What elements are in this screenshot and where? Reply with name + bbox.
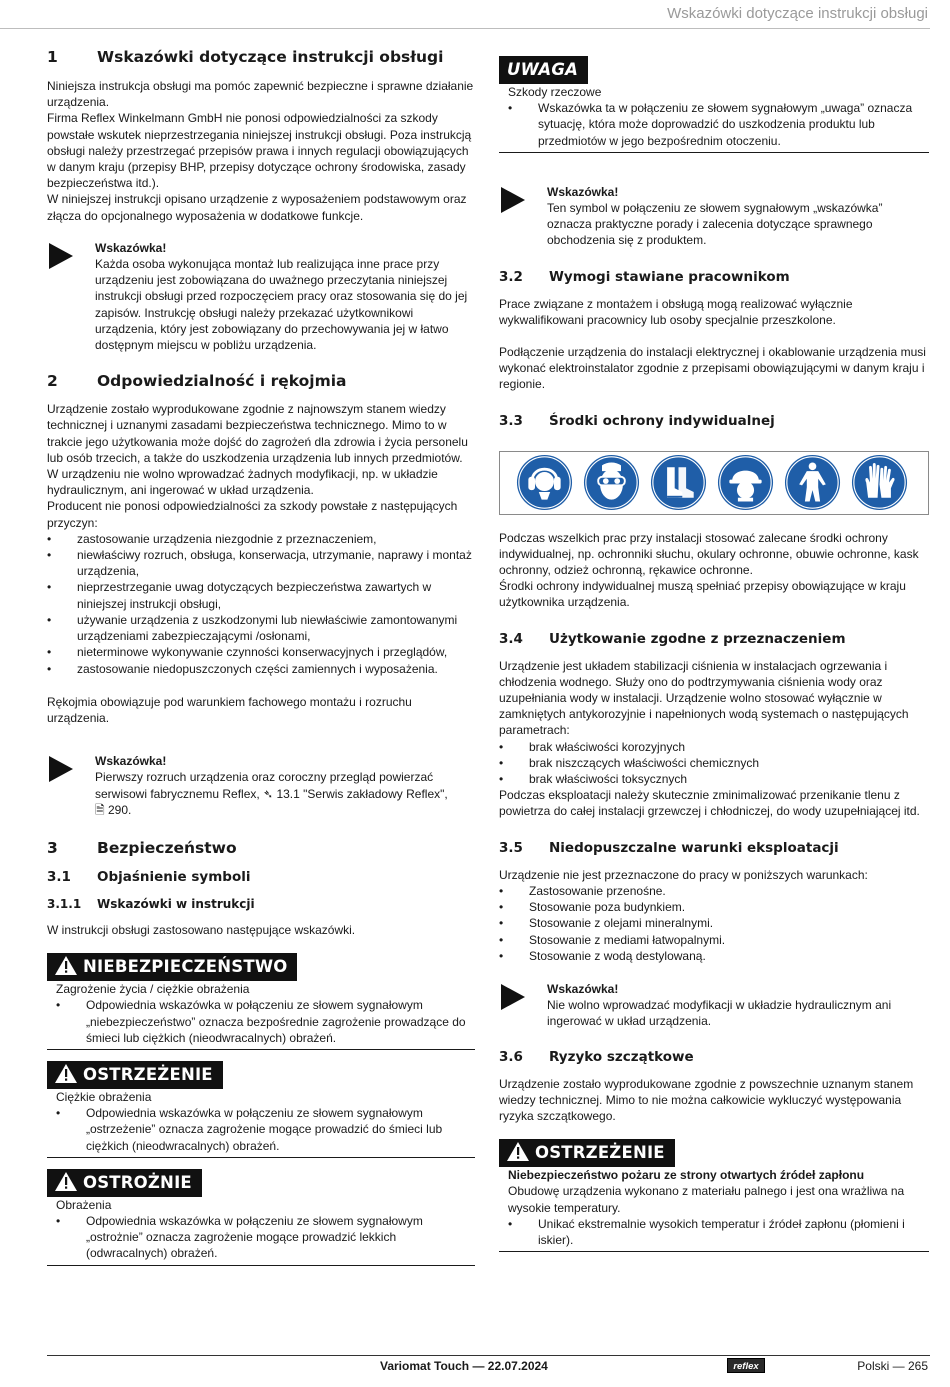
section-title: Niedopuszczalne warunki eksploatacji (549, 839, 839, 856)
footer-divider (47, 1355, 930, 1356)
list-item: • Odpowiednia wskazówka w połączeniu ze słowem sygnałowym „ostrożnie” oznacza zagrożenie mogące prowadzić lekkich (odwracalnych) obrażeń. (56, 1213, 475, 1262)
caution-notice (47, 1169, 475, 1266)
paragraph: W instrukcji obsługi zastosowano następujące wskazówki. (47, 922, 356, 937)
fire-warning-notice (499, 1139, 929, 1252)
list-item: • nieprzestrzeganie uwag dotyczących bezpieczeństwa zawartych w niniejszej instrukcji obsługi, (47, 579, 475, 611)
section-1-heading (47, 46, 475, 68)
paragraph: Firma Reflex Winkelmann GmbH nie ponosi odpowiedzialności za szkody powstałe wskutek nieprzestrzegania niniejszej instrukcji obsługi. Poza instrukcją obsługi należy przestrzegać przepisów prawa i innych regulacji obowiązujących w danym kraju (przepisy BHP, przepisy dotyczące ochrony środowiska, zasady bezpieczeństwa itd.). (47, 111, 472, 191)
paragraph: Rękojmia obowiązuje pod warunkiem fachowego montażu i rozruchu urządzenia. (47, 694, 412, 725)
tip-box (47, 240, 475, 353)
section-3-4-heading (499, 629, 929, 649)
notice-badge: UWAGA (499, 56, 588, 84)
warning-triangle-icon (55, 1172, 77, 1194)
section-title: Wskazówki dotyczące instrukcji obsługi (97, 48, 444, 66)
page-number: 265 (907, 1359, 928, 1373)
list-item: • Odpowiednia wskazówka w połączeniu ze słowem sygnałowym „ostrzeżenie” oznacza zagrożenie mogące prowadzić do śmieci lub ciężkich (nieodwracalnych) obrażeń. (56, 1105, 475, 1154)
section-number: 3.5 (499, 839, 523, 856)
page-icon: 🗎 (95, 802, 105, 817)
section-3-1-1-heading (47, 895, 475, 913)
notice-notice (499, 56, 929, 153)
list-item: • używanie urządzenia z uszkodzonymi lub niewłaściwie zamontowanymi urządzeniami zabezpieczającymi /osłonami, (47, 612, 475, 644)
cross-reference-icon: ➴ (263, 786, 274, 801)
liability-list (47, 531, 475, 677)
section-title: Bezpieczeństwo (97, 838, 237, 857)
list-item: • Stosowanie poza budynkiem. (499, 899, 929, 915)
tip-title: Wskazówka! (95, 754, 167, 769)
footer-page-info: Polski — 265 (857, 1359, 928, 1373)
right-column (499, 56, 929, 1252)
danger-badge: NIEBEZPIECZEŃSTWO (47, 953, 297, 981)
section-title: Środki ochrony indywidualnej (549, 412, 775, 429)
left-column (47, 46, 475, 1266)
notice-subtitle: Niebezpieczeństwo pożaru ze strony otwartych źródeł zapłonu (508, 1168, 865, 1183)
section-number: 3.1.1 (47, 896, 82, 911)
notice-subtitle: Obrażenia (56, 1197, 112, 1212)
page-header-title: Wskazówki dotyczące instrukcji obsługi (667, 5, 928, 22)
section-3-2-heading (499, 267, 929, 287)
tip-box (499, 184, 929, 249)
notice-subtitle: Ciężkie obrażenia (56, 1089, 152, 1104)
list-item: • Stosowanie z wodą destylowaną. (499, 948, 929, 964)
notice-text: Obudowę urządzenia wykonano z materiału palnego i jest ona wrażliwa na wysokie temperatury. (508, 1184, 905, 1215)
list-item: • zastosowanie urządzenia niezgodnie z przeznaczeniem, (47, 531, 475, 547)
section-number: 2 (47, 372, 58, 391)
list-item: • brak niszczących właściwości chemicznych (499, 755, 929, 771)
section-number: 3.6 (499, 1048, 523, 1065)
tip-box (499, 981, 929, 1030)
paragraph: Urządzenie jest układem stabilizacji ciśnienia w instalacjach ogrzewania i chłodzenia wodnego. Służy ono do podtrzymywania ciśnienia wody oraz uzupełniania wody w instalacji. Urządzenie wolno stosować wyłącznie w zamkniętych antykorozyjnie i napełnionych wodą systemach o następujących parametrach: (499, 658, 909, 738)
section-title: Objaśnienie symboli (97, 868, 251, 885)
paragraph: Urządzenie zostało wyprodukowane zgodnie z powszechnie uznanym stanem wiedzy technicznej. Mimo to nie można całkowicie wykluczyć występowania ryzyka szczątkowego. (499, 1076, 914, 1123)
section-title: Odpowiedzialność i rękojmia (97, 372, 347, 391)
section-number: 3 (47, 838, 58, 857)
parameter-list (499, 739, 929, 788)
list-item: • Zastosowanie przenośne. (499, 883, 929, 899)
caution-badge: OSTROŻNIE (47, 1169, 202, 1197)
arrow-right-icon (501, 184, 547, 249)
paragraph: W niniejszej instrukcji opisano urządzenie z wyposażeniem podstawowym oraz złącza do opcjonalnego wyposażenia w dodatkowe funkcje. (47, 192, 467, 223)
notice-subtitle: Szkody rzeczowe (508, 85, 602, 99)
paragraph: Podczas wszelkich prac przy instalacji stosować zalecane środki ochrony indywidualnej, np. ochronniki słuchu, okulary ochronne, obuwie ochronne, kask ochronny, odzież ochronną, rękawice ochronne. (499, 530, 919, 578)
safety-goggles-icon (583, 454, 640, 511)
ppe-icon-strip (499, 451, 929, 515)
section-3-3-heading (499, 411, 929, 431)
tip-text: Ten symbol w połączeniu ze słowem sygnałowym „wskazówka” oznacza praktyczne porady i zalecenia dotyczące sprawnego obchodzenia się z produktem. (547, 201, 883, 248)
paragraph: Niniejsza instrukcja obsługi ma pomóc zapewnić bezpieczne i sprawne działanie urządzenia. (47, 79, 474, 110)
list-item: • Wskazówka ta w połączeniu ze słowem sygnałowym „uwaga” oznacza sytuację, która może doprowadzić do uszkodzenia produktu lub przedmiotów w jego bezpośrednim otoczeniu. (508, 100, 929, 149)
paragraph: W urządzeniu nie wolno wprowadzać żadnych modyfikacji, np. w układzie hydraulicznym, ani ingerować w układ urządzenia. (47, 467, 438, 498)
list-item: • Unikać ekstremalnie wysokich temperatur i źródeł zapłonu (płomieni i iskier). (508, 1216, 929, 1248)
list-item: • zastosowanie niedopuszczonych części zamiennych i wyposażenia. (47, 661, 475, 677)
header-divider (0, 28, 930, 29)
reflex-logo: reflex (727, 1358, 765, 1373)
tip-title: Wskazówka! (547, 184, 619, 199)
page-reference[interactable]: 290. (104, 802, 132, 817)
tip-text: Pierwszy rozruch urządzenia oraz coroczny przegląd powierzać serwisowi fabrycznemu Reflex, ➴ 13.1 "Serwis zakładowy Reflex", 🗎 290. (95, 770, 448, 817)
paragraph: Podłączenie urządzenia do instalacji elektrycznej i okablowanie urządzenia musi wykonać elektroinstalator zgodnie z przepisami obowiązującymi w danym kraju i regionie. (499, 345, 926, 392)
list-item: • brak właściwości korozyjnych (499, 739, 929, 755)
conditions-list (499, 883, 929, 964)
section-title: Ryzyko szczątkowe (549, 1048, 694, 1065)
arrow-right-icon (49, 753, 95, 818)
tip-title: Wskazówka! (95, 240, 167, 255)
footer-document-title: Variomat Touch — 22.07.2024 (380, 1359, 548, 1373)
section-3-6-heading (499, 1047, 929, 1067)
section-3-5-heading (499, 838, 929, 858)
paragraph: Prace związane z montażem i obsługą mogą realizować wyłącznie wykwalifikowani pracownicy lub osoby specjalnie przeszkolone. (499, 296, 853, 327)
notice-subtitle: Zagrożenie życia / ciężkie obrażenia (56, 982, 250, 997)
cross-reference-link[interactable]: 13.1 "Serwis zakładowy Reflex", (273, 786, 448, 801)
section-title: Użytkowanie zgodne z przeznaczeniem (549, 630, 846, 647)
tip-box (47, 753, 475, 818)
section-number: 3.2 (499, 268, 523, 285)
section-number: 1 (47, 48, 58, 66)
paragraph: Środki ochrony indywidualnej muszą spełniać przepisy obowiązujące w kraju użytkownika urządzenia. (499, 579, 906, 610)
list-item: • Odpowiednia wskazówka w połączeniu ze słowem sygnałowym „niebezpieczeństwo” oznacza bezpośrednie zagrożenie prowadzące do śmieci lub ciężkich (nieodwracalnych) obrażeń. (56, 997, 475, 1046)
section-2-heading (47, 370, 475, 392)
list-item: • niewłaściwy rozruch, obsługa, konserwacja, utrzymanie, naprawy i montaż urządzenia, (47, 547, 475, 579)
warning-badge: OSTRZEŻENIE (47, 1061, 223, 1089)
section-3-1-heading (47, 867, 475, 887)
section-title: Wymogi stawiane pracownikom (549, 268, 790, 285)
footer-language: Polski (857, 1359, 890, 1373)
section-number: 3.3 (499, 412, 523, 429)
section-title: Wskazówki w instrukcji (97, 896, 255, 911)
tip-text: Każda osoba wykonująca montaż lub realizująca inne prace przy urządzeniu jest zobowiązana do uważnego przeczytania niniejszej instrukcji obsługi przed rozpoczęciem pracy oraz stosowania się do jej zapisów. Instrukcję obsługi należy przekazać użytkownikowi urządzenia, który jest zobowiązany do przechowywania jej w łatwo dostępnym miejscu w pobliżu urządzenia. (95, 257, 468, 353)
ear-protection-icon (516, 454, 573, 511)
warning-badge: OSTRZEŻENIE (499, 1139, 675, 1167)
arrow-right-icon (49, 240, 95, 353)
list-item: • nieterminowe wykonywanie czynności konserwacyjnych i przeglądów, (47, 644, 475, 660)
paragraph: Podczas eksploatacji należy skutecznie zminimalizować przenikanie tlenu z powietrza do całej instalacji grzewczej i chłodniczej, do wody uzupełniającej itd. (499, 788, 920, 819)
warning-triangle-icon (55, 1064, 77, 1086)
paragraph: Producent nie ponosi odpowiedzialności za szkody powstałe z następujących przyczyn: (47, 499, 458, 530)
protective-clothing-icon (784, 454, 841, 511)
safety-boots-icon (650, 454, 707, 511)
section-number: 3.4 (499, 630, 523, 647)
paragraph: Urządzenie nie jest przeznaczone do pracy w poniższych warunkach: (499, 867, 868, 882)
tip-title: Wskazówka! (547, 981, 619, 996)
warning-triangle-icon (507, 1142, 529, 1164)
section-number: 3.1 (47, 868, 71, 885)
danger-notice (47, 953, 475, 1050)
protective-gloves-icon (851, 454, 908, 511)
arrow-right-icon (501, 981, 547, 1030)
tip-text: Nie wolno wprowadzać modyfikacji w układzie hydraulicznym ani ingerować w układ urządzenia. (547, 998, 892, 1029)
list-item: • brak właściwości toksycznych (499, 771, 929, 787)
list-item: • Stosowanie z mediami łatwopalnymi. (499, 932, 929, 948)
hard-hat-icon (717, 454, 774, 511)
warning-triangle-icon (55, 956, 77, 978)
paragraph: Urządzenie zostało wyprodukowane zgodnie z najnowszym stanem wiedzy technicznej i uznanymi zasadami bezpieczeństwa technicznego. Mimo to w trakcie jego użytkowania może dojść do zagrożeń dla zdrowia i życia personelu lub osób trzecich, a także do uszkodzenia urządzenia lub innych przedmiotów. (47, 402, 468, 465)
list-item: • Stosowanie z olejami mineralnymi. (499, 915, 929, 931)
warning-notice (47, 1061, 475, 1158)
section-3-heading (47, 837, 475, 859)
